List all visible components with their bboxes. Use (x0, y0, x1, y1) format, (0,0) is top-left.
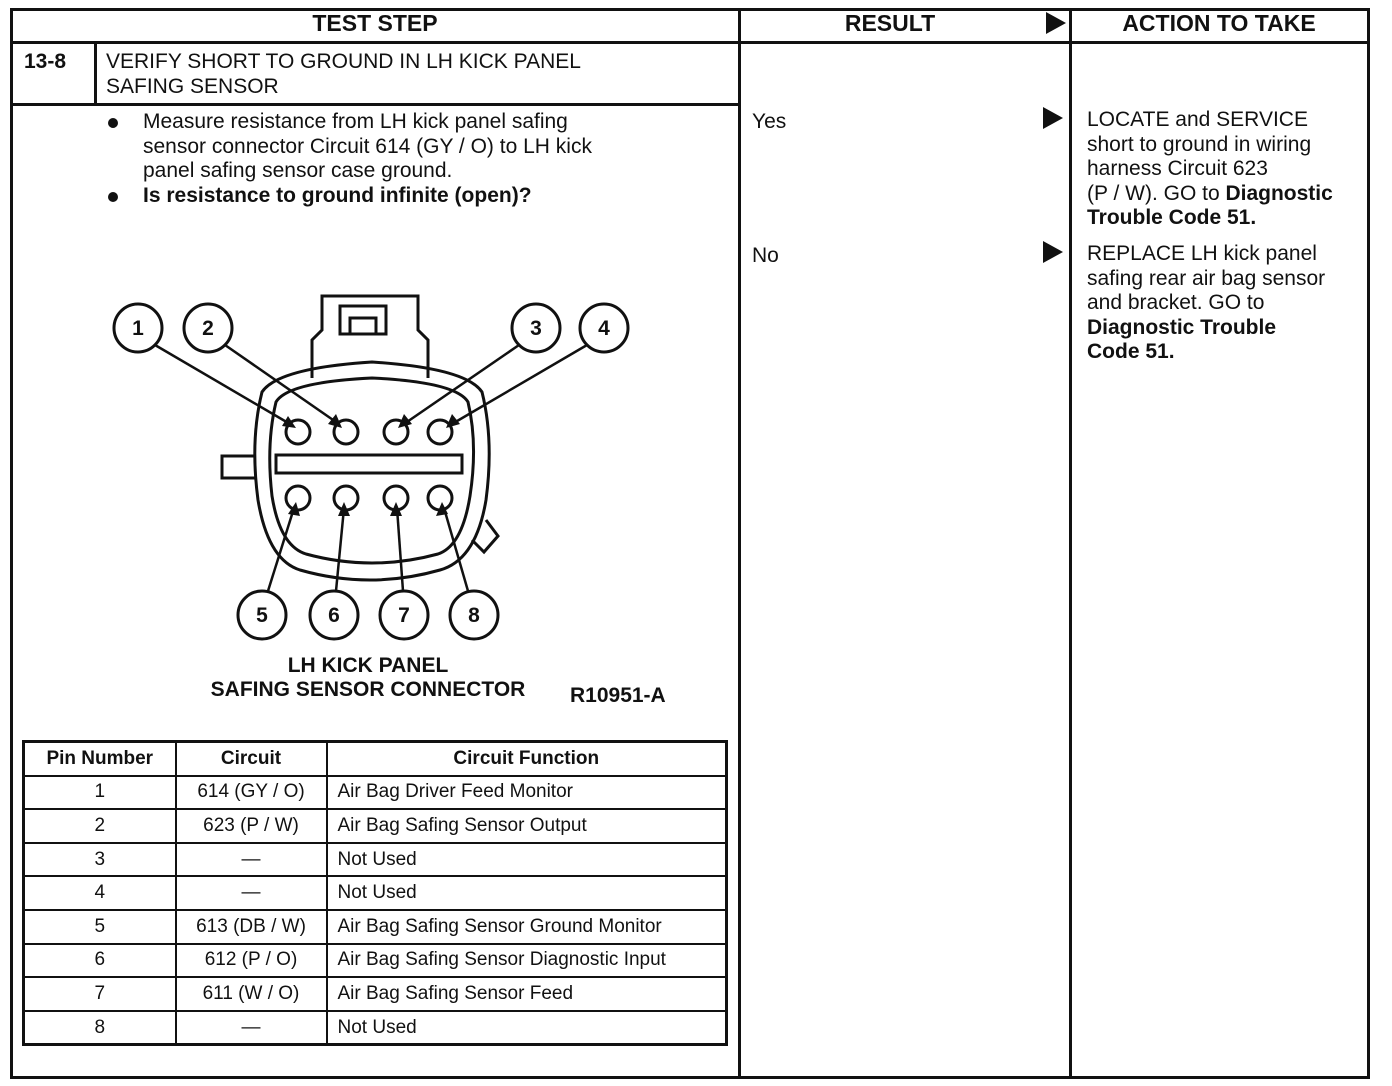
action-no-line5: Code 51. (1087, 340, 1175, 363)
pin-number-cell: 1 (24, 776, 176, 810)
circuit-function-cell: Air Bag Safing Sensor Ground Monitor (327, 910, 727, 944)
connector-center-bar (276, 455, 462, 473)
action-no-line4: Diagnostic Trouble (1087, 316, 1277, 339)
result-no: No (752, 244, 779, 267)
pin-table-header: Pin Number (24, 742, 176, 776)
figure-id: R10951-A (570, 684, 666, 707)
step-title-line2: SAFING SENSOR (106, 75, 279, 98)
circuit-cell: 614 (GY / O) (176, 776, 327, 810)
action-no-line2: safing rear air bag sensor (1087, 267, 1326, 290)
table-row (24, 809, 727, 843)
circuit-function-cell: Not Used (327, 1011, 727, 1045)
pin-number-cell: 6 (24, 944, 176, 978)
action-yes-line3: harness Circuit 623 (1087, 157, 1268, 180)
callout-label-8: 8 (468, 604, 480, 627)
action-yes-line5: Trouble Code 51. (1087, 206, 1257, 229)
diagram-caption-line2: SAFING SENSOR CONNECTOR (210, 678, 526, 701)
callout-label-2: 2 (202, 317, 214, 340)
circuit-function-cell: Not Used (327, 843, 727, 877)
pin-number-cell: 3 (24, 843, 176, 877)
circuit-function-cell: Air Bag Safing Sensor Output (327, 809, 727, 843)
divider-result-action (1069, 8, 1072, 1079)
circuit-cell: 612 (P / O) (176, 944, 327, 978)
leader-line-3 (404, 345, 519, 424)
connector-shell-inner (270, 378, 474, 563)
circuit-function-cell: Air Bag Driver Feed Monitor (327, 776, 727, 810)
pin-number-cell: 2 (24, 809, 176, 843)
step-title-line1: VERIFY SHORT TO GROUND IN LH KICK PANEL (106, 50, 581, 73)
pin-table (22, 740, 728, 1046)
connector-diagram (0, 0, 740, 720)
step-number: 13-8 (24, 50, 67, 73)
frame-bottom (10, 1076, 1370, 1079)
action-yes-line1: LOCATE and SERVICE (1087, 108, 1308, 131)
result-yes: Yes (752, 110, 787, 133)
header-result: RESULT (844, 10, 936, 36)
leader-line-5 (268, 508, 294, 591)
pin-table-header-row (24, 742, 727, 776)
circuit-function-cell: Air Bag Safing Sensor Feed (327, 977, 727, 1011)
table-row (24, 776, 727, 810)
pin-cavity-8 (428, 486, 452, 510)
connector-side-tab (222, 456, 256, 478)
connector-latch-window (340, 306, 386, 334)
callout-label-3: 3 (530, 317, 542, 340)
callout-label-1: 1 (132, 317, 144, 340)
table-row (24, 1011, 727, 1045)
instruction-line3: panel safing sensor case ground. (143, 159, 453, 182)
pin-table-header: Circuit (176, 742, 327, 776)
pin-number-cell: 8 (24, 1011, 176, 1045)
circuit-cell: — (176, 843, 327, 877)
circuit-cell: 613 (DB / W) (176, 910, 327, 944)
circuit-cell: 611 (W / O) (176, 977, 327, 1011)
circuit-function-cell: Not Used (327, 876, 727, 910)
callout-label-7: 7 (398, 604, 410, 627)
action-no-line3: and bracket. GO to (1087, 291, 1265, 314)
arrow-icon (1043, 241, 1063, 263)
instruction-question: Is resistance to ground infinite (open)? (143, 184, 532, 207)
callout-label-5: 5 (256, 604, 268, 627)
arrow-icon (1046, 12, 1066, 34)
action-no-line1: REPLACE LH kick panel (1087, 242, 1317, 265)
circuit-cell: — (176, 876, 327, 910)
callout-label-6: 6 (328, 604, 340, 627)
pin-table-header: Circuit Function (327, 742, 727, 776)
pin-number-cell: 7 (24, 977, 176, 1011)
instruction-line2: sensor connector Circuit 614 (GY / O) to LH kick (143, 135, 592, 158)
pin-cavity-5 (286, 486, 310, 510)
pin-number-cell: 5 (24, 910, 176, 944)
frame-right (1367, 8, 1370, 1079)
arrow-icon (1043, 107, 1063, 129)
header-action: ACTION TO TAKE (1122, 10, 1316, 36)
header-test-step: TEST STEP (312, 10, 438, 36)
table-row (24, 843, 727, 877)
circuit-cell: 623 (P / W) (176, 809, 327, 843)
table-row (24, 910, 727, 944)
connector-latch-window-inner (350, 318, 376, 334)
pin-number-cell: 4 (24, 876, 176, 910)
table-row (24, 876, 727, 910)
action-yes-line4 (1087, 182, 1333, 207)
table-row (24, 944, 727, 978)
action-yes-line2: short to ground in wiring (1087, 133, 1312, 156)
circuit-function-cell: Air Bag Safing Sensor Diagnostic Input (327, 944, 727, 978)
pin-cavity-6 (334, 486, 358, 510)
instruction-line1: Measure resistance from LH kick panel safing (143, 110, 568, 133)
circuit-cell: — (176, 1011, 327, 1045)
action-yes-line4-a: (P / W). GO to (1087, 182, 1226, 205)
action-yes-line4-b: Diagnostic (1225, 182, 1333, 205)
connector-shell-outer (255, 362, 489, 580)
diagram-caption-line1: LH KICK PANEL (287, 654, 449, 677)
table-row (24, 977, 727, 1011)
callout-label-4: 4 (598, 317, 610, 340)
